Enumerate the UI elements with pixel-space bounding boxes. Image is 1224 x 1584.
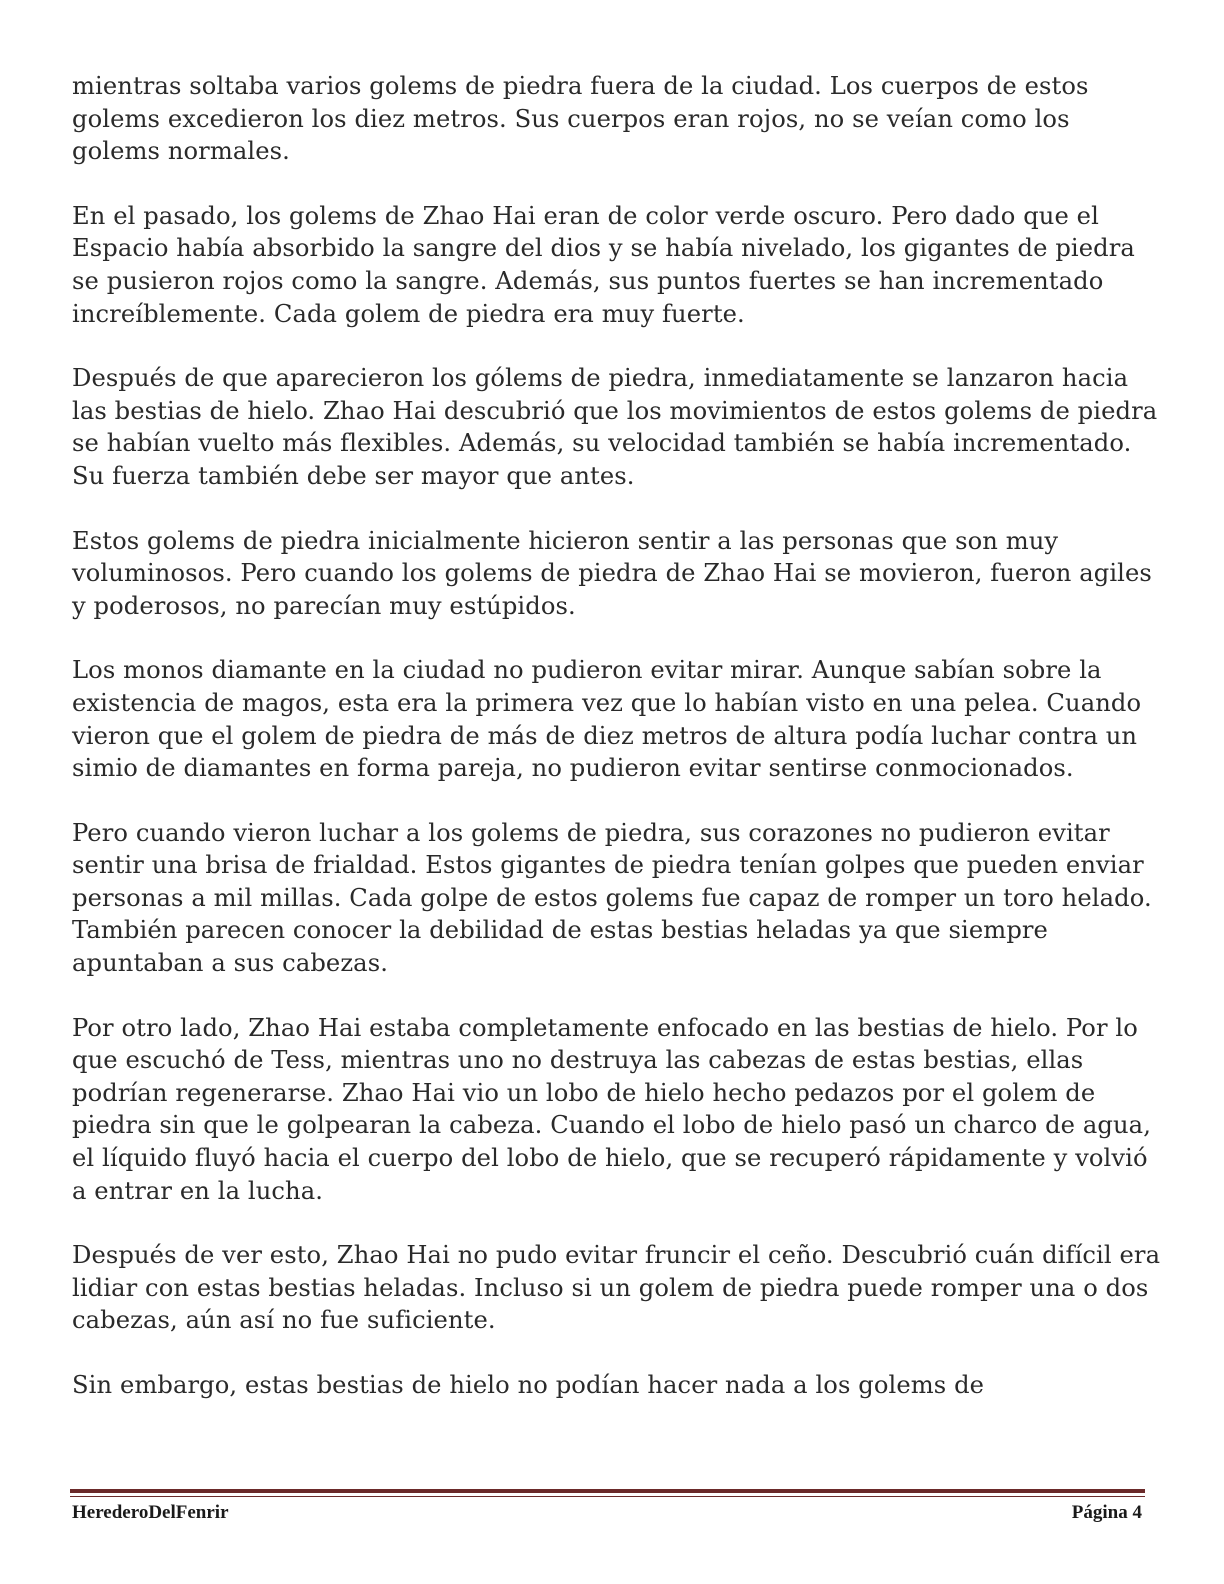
paragraph-6: Pero cuando vieron luchar a los golems de piedra, sus corazones no pudieron evitar sentir una brisa de frialdad. Estos gigantes de piedra tenían golpes que pueden enviar personas a mil millas. Cada golpe de estos golems fue capaz de romper un toro helado. También parecen conocer la debilidad de estas bestias heladas ya que siempre apuntaban a sus cabezas.	[72, 818, 1152, 978]
paragraph-9: Sin embargo, estas bestias de hielo no podían hacer nada a los golems de	[72, 1371, 985, 1399]
footer-divider-thick	[70, 1489, 1145, 1493]
page-body	[72, 70, 1162, 1434]
paragraph-3: Después de que aparecieron los gólems de piedra, inmediatamente se lanzaron hacia las bestias de hielo. Zhao Hai descubrió que los movimientos de estos golems de piedra se habían vuelto más flexibles. Además, su velocidad también se había incrementado. Su fuerza también debe ser mayor que antes.	[72, 364, 1158, 490]
footer-divider-thin	[70, 1496, 1145, 1497]
paragraph-8: Después de ver esto, Zhao Hai no pudo evitar fruncir el ceño. Descubrió cuán difícil era lidiar con estas bestias heladas. Incluso si un golem de piedra puede romper una o dos cabezas, aún así no fue suficiente.	[72, 1241, 1161, 1335]
paragraph-7: Por otro lado, Zhao Hai estaba completamente enfocado en las bestias de hielo. Por lo que escuchó de Tess, mientras uno no destruya las cabezas de estas bestias, ellas podrían regenerarse. Zhao Hai vio un lobo de hielo hecho pedazos por el golem de piedra sin que le golpearan la cabeza. Cuando el lobo de hielo pasó un charco de agua, el líquido fluyó hacia el cuerpo del lobo de hielo, que se recuperó rápidamente y volvió a entrar en la lucha.	[72, 1013, 1151, 1205]
paragraph-1: mientras soltaba varios golems de piedra fuera de la ciudad. Los cuerpos de estos golems excedieron los diez metros. Sus cuerpos eran rojos, no se veían como los golems normales.	[72, 72, 1089, 166]
paragraph-4: Estos golems de piedra inicialmente hicieron sentir a las personas que son muy voluminosos. Pero cuando los golems de piedra de Zhao Hai se movieron, fueron agiles y poderosos, no parecían muy estúpidos.	[72, 526, 1152, 620]
footer-author: HerederoDelFenrir	[72, 1502, 229, 1523]
footer-page-number: Página 4	[1071, 1502, 1142, 1523]
paragraph-2: En el pasado, los golems de Zhao Hai eran de color verde oscuro. Pero dado que el Espacio había absorbido la sangre del dios y se había nivelado, los gigantes de piedra se pusieron rojos como la sangre. Además, sus puntos fuertes se han incrementado increíblemente. Cada golem de piedra era muy fuerte.	[72, 201, 1135, 328]
paragraph-5: Los monos diamante en la ciudad no pudieron evitar mirar. Aunque sabían sobre la existencia de magos, esta era la primera vez que lo habían visto en una pelea. Cuando vieron que el golem de piedra de más de diez metros de altura podía luchar contra un simio de diamantes en forma pareja, no pudieron evitar sentirse conmocionados.	[72, 656, 1142, 783]
